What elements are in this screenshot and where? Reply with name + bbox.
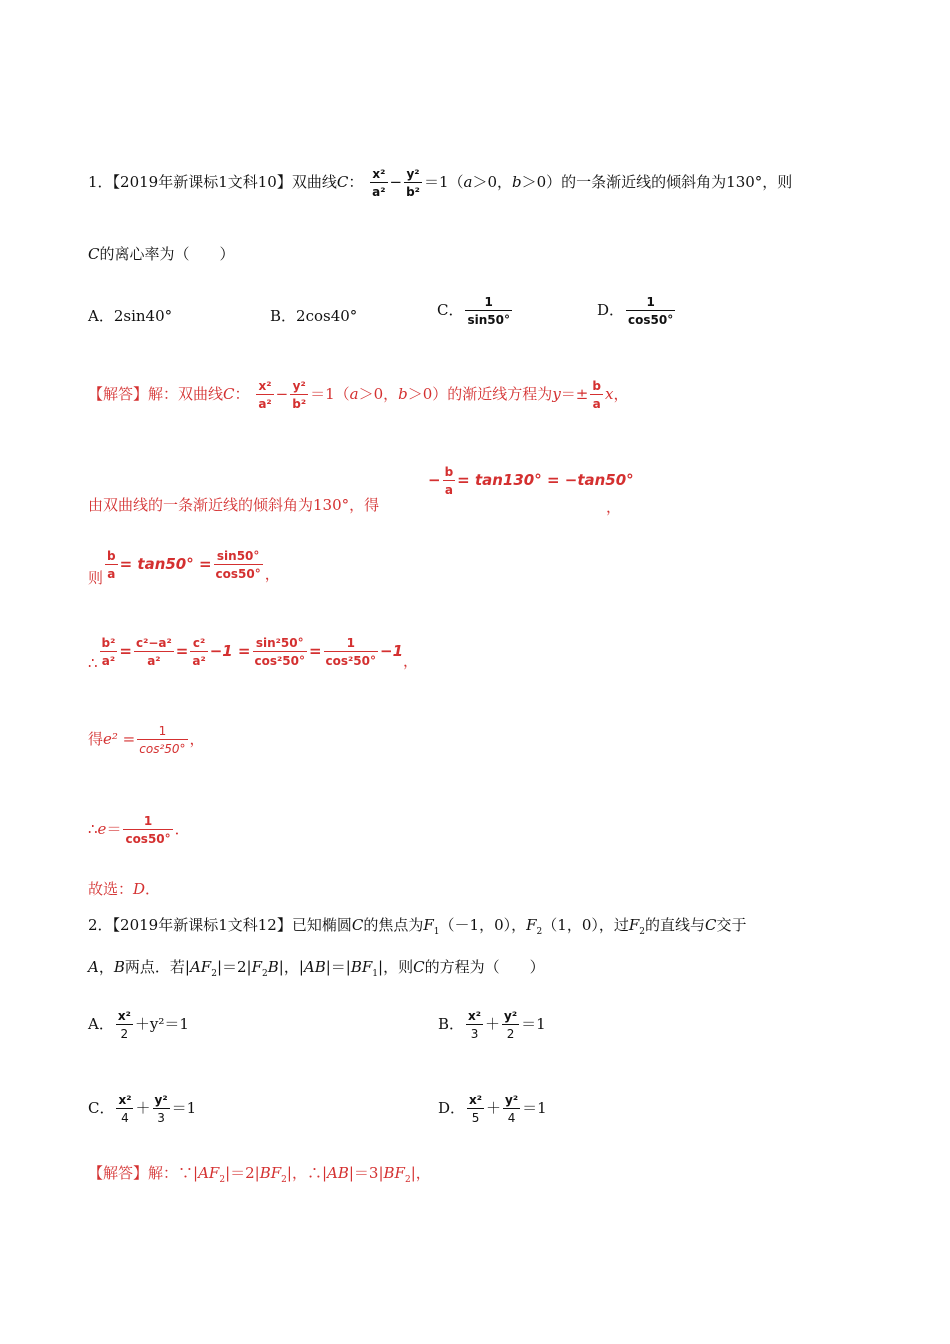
- sol2-line1: 【解答】解：$\because|AF_2|=2|BF_2|$，$\therefore|AB|=3|BF_2|$，: [88, 1164, 431, 1185]
- q1-prompt: 的离心率为（ ）: [99, 245, 235, 263]
- q1-lead: 双曲线: [291, 173, 337, 191]
- sol1-line2-math: − $\frac{b}{a}$ = tan130° = −tan50°: [428, 465, 634, 497]
- q1-line2: C的离心率为（ ）: [88, 245, 235, 263]
- q1-number: 1．: [88, 173, 113, 191]
- q2-option-c: C． $\frac{\text{x²}}{4}$ ＋ $\frac{\text{y²}}{3}$ ＝1: [88, 1093, 197, 1125]
- sol2-tag: 【解答】: [88, 1164, 149, 1182]
- q1-var-c: C: [336, 173, 349, 191]
- q2-option-b: B． $\frac{\text{x²}}{3}$ ＋ $\frac{\text{y²}}{2}$ ＝1: [438, 1009, 546, 1041]
- sol1-final: 故选：D．: [88, 880, 161, 898]
- q2-source: 【2019年新课标1文科12】: [112, 916, 292, 934]
- q1-option-a: A．2sin40°: [88, 307, 173, 325]
- q1-option-b: B．2cos40°: [270, 307, 358, 325]
- q1-option-d: D． $\frac{1}{\cos 50^\circ}$: [597, 295, 674, 327]
- q2-number: 2．: [88, 916, 113, 934]
- q2-option-d: D． $\frac{\text{x²}}{5}$ ＋ $\frac{\text{y²}}{4}$ ＝1: [438, 1093, 547, 1125]
- q1-source: 【2019年新课标1文科10】: [112, 173, 292, 191]
- q2-line1: 2．【2019年新课标1文科12】已知椭圆C的焦点为$F_1(-1$，0），$F_2(1$，0），过$F_2$的直线与C交于: [88, 916, 747, 937]
- q1-option-c: C． $\frac{1}{\sin 50^\circ}$: [437, 295, 510, 327]
- sol1-line4: ∴ $\frac{\text{b²}}{\text{a²}}$ = $\frac{\text{c²−a²}}{\text{a²}}$ = $\frac{\text{c²}}{\text{a²}}$ −1 = $\frac{\text{sin²50°}}{\text{cos²50°}}$ = $\frac{1}{\text{cos²50°}}$ −1，: [88, 636, 419, 672]
- sol1-line6: ∴e＝ $\frac{1}{\cos 50^\circ}$ ．: [88, 814, 190, 846]
- q1-frac-y: $\frac{\text{y²}}{\text{b²}}$: [406, 167, 420, 199]
- sol1-line2-comma: ，: [606, 498, 622, 516]
- q2-option-a: A． $\frac{\text{x²}}{2}$ ＋y²＝1: [88, 1009, 189, 1041]
- sol1-line3: 则 $\frac{b}{a}$ = tan50° = $\frac{\sin 50^\circ}{\cos 50^\circ}$ ，: [88, 549, 280, 587]
- sol1-tag: 【解答】: [88, 385, 149, 403]
- q1-line1: 1．【2019年新课标1文科10】双曲线C： $\frac{\text{x²}}{\text{a²}}$ − $\frac{\text{y²}}{\text{b²}}$ ＝1（a＞0，b＞0）的一条渐近线的倾斜角为130°，则: [88, 167, 793, 199]
- q1-frac-x: $\frac{\text{x²}}{\text{a²}}$: [372, 167, 386, 199]
- q2-line2: A，B两点．若$|AF_2|=2|F_2B|$，$|AB|=|BF_1|$，则C的方程为（ ）: [88, 958, 545, 979]
- q1-colon: ：: [348, 173, 364, 191]
- sol1-line5: 得e² = $\frac{1}{\text{cos²50°}}$ ，: [88, 724, 205, 756]
- sol1-line2: 由双曲线的一条渐近线的倾斜角为130°，得: [88, 496, 380, 514]
- q1-eq: ＝1（: [423, 173, 464, 191]
- sol1-line1: 【解答】解：双曲线C： $\frac{\text{x²}}{\text{a²}}$ − $\frac{\text{y²}}{\text{b²}}$ ＝1（a＞0，b＞0）的渐近线方程为y＝± $\frac{b}{a}$ x，: [88, 379, 629, 411]
- q1-condition: ＞0）的一条渐近线的倾斜角为130°，则: [521, 173, 793, 191]
